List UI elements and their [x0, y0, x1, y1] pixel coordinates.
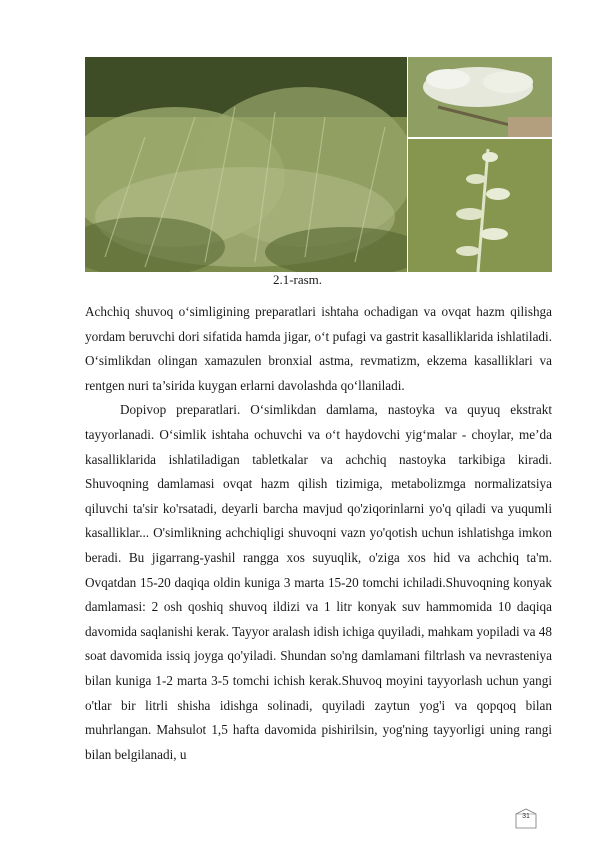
body-text: [85, 300, 552, 767]
page-number-badge: [513, 806, 539, 832]
plant-figure: [85, 57, 552, 272]
page-number: 31: [522, 813, 530, 820]
paragraph: Dopivop preparatlari. O‘simlikdan damlama, nastoyka va quyuq ekstrakt tayyorlanadi. O‘simlik ishtaha ochuvchi va o‘t haydovchi yig‘malar - choylar, me’da kasalliklarida ishlatiladigan tabletkalar va achchiq nastoyka tarkibiga kiradi. Shuvoqning damlamasi ovqat hazm qilish tizimiga, metabolizmga normalizatsiya qiluvchi ta'sir ko'rsatadi, deyarli barcha mavjud qo'ziqorinlarni yo'q qiladi va yuqumli kasalliklar... O'simlikning achchiqligi shuvoqni vazn yo'qotish uchun ishlatishga imkon beradi. Bu jigarrang-yashil rangga xos suyuqlik, o'ziga xos hid va achchiq ta'm. Ovqatdan 15-20 daqiqa oldin kuniga 3 marta 15-20 tomchi ichiladi.Shuvoqning konyak damlamasi: 2 osh qoshiq shuvoq ildizi va 1 litr konyak suv hammomida 10 daqiqa davomida saqlanishi kerak. Tayyor aralash idish ichiga quyiladi, mahkam yopiladi va 48 soat davomida issiq joyga qo'yiladi. Shundan so'ng damlamani filtrlash va nevrasteniya bilan kuniga 1-2 marta 3-5 tomchi ichish kerak.Shuvoq moyini tayyorlash uchun yangi o'tlar bir litrli shisha idishga solinadi, quyiladi zaytun yog'i va qopqoq bilan muhrlangan. Mahsulot 1,5 hafta davomida pishirilsin, yog'ning tayyorligi uning rangi bilan belgilanadi, u: [85, 402, 552, 762]
flower-closeup-photo: [408, 57, 552, 137]
figure-caption: 2.1-rasm.: [272, 272, 323, 287]
shrub-photo: [85, 57, 407, 272]
paragraph: Achchiq shuvoq o‘simligining preparatlari ishtaha ochadigan va ovqat hazm qilishga yordam beruvchi dori sifatida hamda jigar, o‘t pufagi va gastrit kasalliklarida ishlatiladi. O‘simlikdan olingan xamazulen bronxial astma, revmatizm, ekzema kasalliklari va rentgen nuri ta’sirida kuygan erlarni davolashda qo‘llaniladi.: [85, 304, 552, 393]
stem-closeup-photo: [408, 139, 552, 272]
